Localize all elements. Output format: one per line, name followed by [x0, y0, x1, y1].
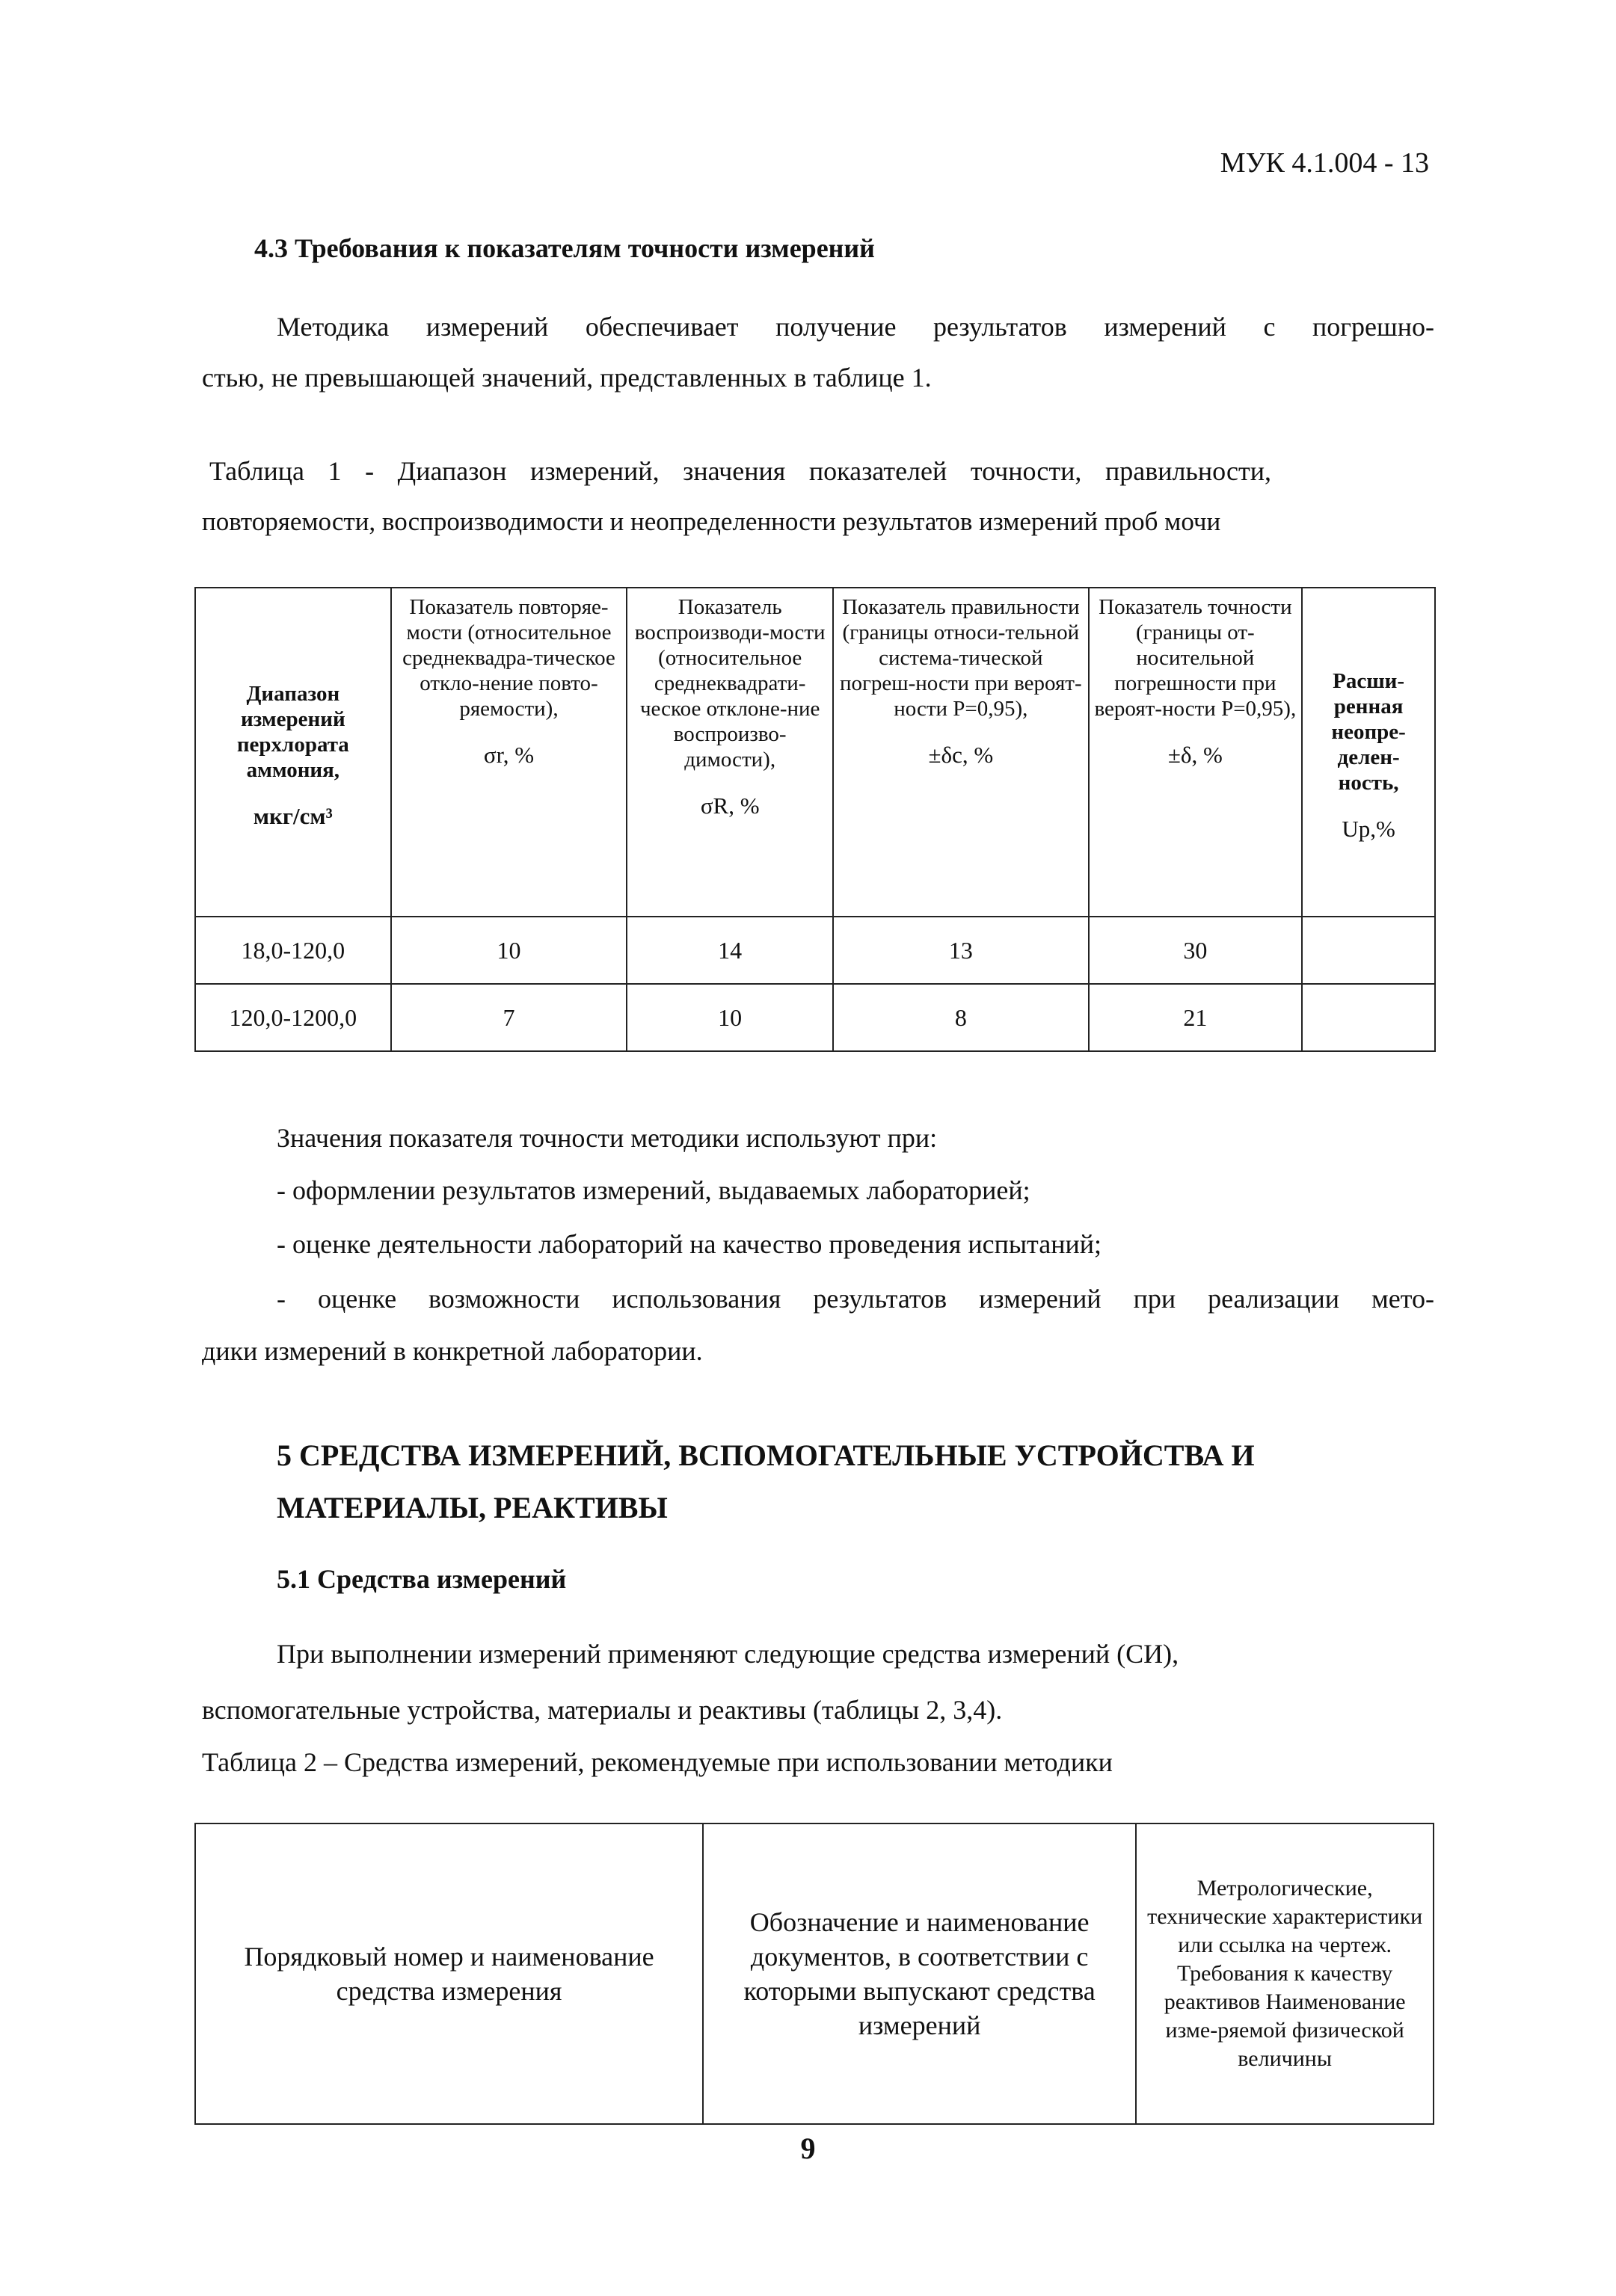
- table1-cell: 10: [391, 917, 627, 984]
- table2-header-col2: Обозначение и наименование документов, в соответствии с которыми выпускают средства измерений: [703, 1823, 1136, 2124]
- table-row: [195, 984, 1435, 1051]
- table1-cell: 18,0-120,0: [195, 917, 391, 984]
- table1-header-accuracy-unit: ±δ, %: [1167, 742, 1223, 768]
- table1: [194, 587, 1436, 1052]
- table1-header-range-text: Диапазон измерений перхлората аммония,: [236, 682, 349, 782]
- section-5-1-title: 5.1 Средства измерений: [277, 1564, 567, 1594]
- usage-item-3-line1: - оценке возможности использования результатов измерений при реализации мето-: [277, 1284, 1434, 1314]
- table1-caption-line1: Таблица 1 - Диапазон измерений, значения показателей точности, правильности,: [209, 456, 1271, 486]
- table1-header-trueness: [833, 588, 1088, 917]
- usage-item-1: - оформлении результатов измерений, выдаваемых лабораторией;: [277, 1175, 1030, 1205]
- table2-caption: Таблица 2 – Средства измерений, рекомендуемые при использовании методики: [202, 1747, 1113, 1777]
- table1-header-repeatability: [391, 588, 627, 917]
- table1-cell: [1302, 984, 1435, 1051]
- usage-item-3-line2: дики измерений в конкретной лаборатории.: [202, 1336, 703, 1366]
- table1-header-accuracy-text: Показатель точности (границы от-носительной погрешности при вероят-ности P=0,95),: [1094, 595, 1297, 721]
- table1-header-repeatability-unit: σr, %: [483, 742, 535, 768]
- table1-header-uncertainty-unit: Up,%: [1342, 816, 1395, 842]
- page-number: 9: [800, 2132, 816, 2165]
- table2: [194, 1823, 1434, 2125]
- table1-header-row: [195, 588, 1435, 917]
- table1-header-reproducibility: [627, 588, 833, 917]
- table2-header-col1: Порядковый номер и наименование средства измерения: [195, 1823, 703, 2124]
- document-code: МУК 4.1.004 - 13: [1220, 147, 1429, 179]
- table2-header-row: [195, 1823, 1434, 2124]
- table1-header-reproducibility-text: Показатель воспроизводи-мости (относительное среднеквадрати-ческое отклоне-ние воспроизво-димости),: [634, 595, 826, 772]
- table-row: [195, 917, 1435, 984]
- table1-cell: 13: [833, 917, 1088, 984]
- section-5-title-line2: МАТЕРИАЛЫ, РЕАКТИВЫ: [277, 1491, 668, 1524]
- table1-header-uncertainty-text: Расши-ренная неопре-делен-ность,: [1331, 669, 1406, 795]
- table1-header-trueness-text: Показатель правильности (границы относи-тельной система-тической погреш-ности при вероят-ности P=0,95),: [839, 595, 1082, 721]
- table1-header-range: [195, 588, 391, 917]
- table1-header-repeatability-text: Показатель повторяе-мости (относительное среднеквадра-тическое откло-нение повто-ряемости),: [402, 595, 615, 721]
- table1-header-uncertainty: [1302, 588, 1435, 917]
- table1-cell: 21: [1089, 984, 1303, 1051]
- section-5-1-para-line2: вспомогательные устройства, материалы и реактивы (таблицы 2, 3,4).: [202, 1695, 1003, 1725]
- table1-cell: 14: [627, 917, 833, 984]
- table1-cell: 10: [627, 984, 833, 1051]
- table1-header-trueness-unit: ±δc, %: [928, 742, 994, 768]
- table1-header-reproducibility-unit: σR, %: [700, 792, 760, 819]
- table1-cell: 30: [1089, 917, 1303, 984]
- section-5-1-para-line1: При выполнении измерений применяют следующие средства измерений (СИ),: [277, 1639, 1179, 1669]
- section-4-3-para-line1: Методика измерений обеспечивает получение результатов измерений с погрешно-: [277, 312, 1434, 342]
- table1-caption-line2: повторяемости, воспроизводимости и неопределенности результатов измерений проб мочи: [202, 507, 1221, 536]
- table1-cell: [1302, 917, 1435, 984]
- section-4-3-para-line2: стью, не превышающей значений, представленных в таблице 1.: [202, 363, 932, 393]
- table1-header-range-unit: мкг/см³: [253, 803, 333, 829]
- usage-intro: Значения показателя точности методики используют при:: [277, 1123, 938, 1153]
- table1-cell: 8: [833, 984, 1088, 1051]
- table1-header-accuracy: [1089, 588, 1303, 917]
- table2-header-col3: Метрологические, технические характеристики или ссылка на чертеж. Требования к качеству реактивов Наименование изме-ряемой физической величины: [1136, 1823, 1434, 2124]
- section-5-title-line1: 5 СРЕДСТВА ИЗМЕРЕНИЙ, ВСПОМОГАТЕЛЬНЫЕ УСТРОЙСТВА И: [277, 1438, 1255, 1472]
- section-4-3-title: 4.3 Требования к показателям точности измерений: [254, 233, 875, 263]
- table1-cell: 7: [391, 984, 627, 1051]
- table1-cell: 120,0-1200,0: [195, 984, 391, 1051]
- usage-item-2: - оценке деятельности лабораторий на качество проведения испытаний;: [277, 1229, 1102, 1259]
